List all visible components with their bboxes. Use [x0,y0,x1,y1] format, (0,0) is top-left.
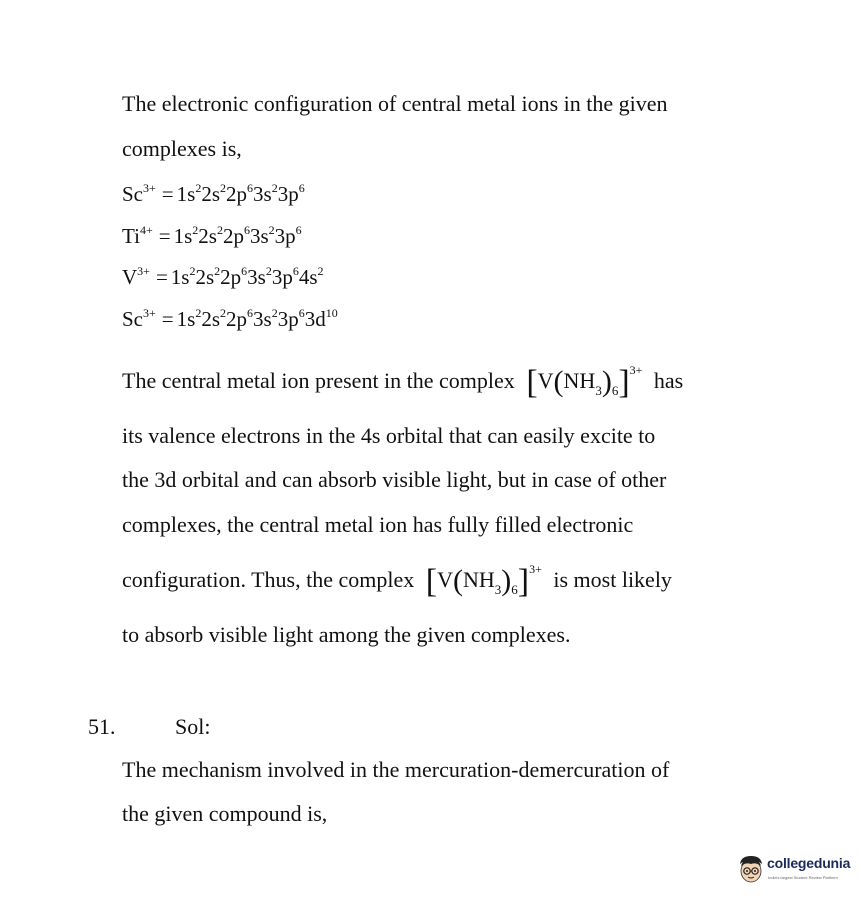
orbital-electrons: 6 [247,181,253,195]
orbital-electrons: 2 [271,306,278,320]
orbital-label: 3s [253,182,272,206]
complex-ligand-sub: 3 [494,582,502,597]
orbital-label: 2p [226,182,247,206]
orbital-electrons: 2 [220,181,226,195]
orbital-label: 3s [253,307,272,331]
complex-charge: 3+ [529,562,542,576]
orbital-electrons: 2 [265,264,272,278]
para-line-5-pre: configuration. Thus, the complex [122,567,415,592]
orbital-label: 2p [220,265,242,289]
para-line-1-pre: The central metal ion present in the complex [122,368,515,393]
complex-ligand: NH [563,368,596,393]
orbital-label: 2p [226,307,247,331]
question-line-1: The mechanism involved in the mercuration-demercuration of [122,757,670,782]
orbital-electrons: 6 [295,223,302,237]
orbital-label: 2p [222,224,244,248]
logo-tagline: India's largest Student Review Platform [768,875,838,880]
para-line-1-post: has [653,368,684,393]
question-line-2: the given compound is, [122,801,328,826]
config-ion-charge: 3+ [143,181,156,195]
orbital-electrons: 6 [298,306,305,320]
orbital-electrons: 2 [268,223,275,237]
complex-metal: V [537,368,554,393]
para-line-5 [122,562,672,600]
config-line [122,306,338,335]
orbital-electrons: 6 [243,223,250,237]
orbital-label: 2s [201,307,220,331]
collegedunia-logo [737,852,855,892]
config-ion: Sc [122,307,143,331]
equals-sign: = [155,265,168,289]
question-number: 51. [88,714,116,739]
complex-formula: $[V(NH_3)_6]^{3+}$ [526,363,643,401]
config-ion-charge: 3+ [137,264,150,278]
config-ion: Sc [122,182,143,206]
intro-line-2: complexes is, [122,136,242,161]
solution-label: Sol: [175,714,211,739]
orbital-electrons: 2 [195,181,202,195]
para-line-2: its valence electrons in the 4s orbital that can easily excite to [122,423,656,448]
complex-count-sub: 6 [511,582,518,597]
complex-ligand: NH [462,567,495,592]
para-line-6: to absorb visible light among the given complexes. [122,622,571,647]
orbital-electrons: 2 [271,181,278,195]
para-line-4: complexes, the central metal ion has fully filled electronic [122,512,634,537]
orbital-label: 3s [247,265,266,289]
config-line [122,181,305,210]
config-line [122,264,324,293]
orbital-electrons: 6 [241,264,248,278]
orbital-label: 3p [274,224,296,248]
orbital-electrons: 2 [216,223,223,237]
complex-charge: 3+ [629,363,643,377]
orbital-label: 3p [277,182,299,206]
orbital-electrons: 6 [292,264,299,278]
complex-count-sub: 6 [611,383,619,398]
equals-sign: = [158,224,171,248]
orbital-electrons: 10 [325,306,338,320]
config-ion: Ti [122,224,140,248]
config-ion-charge: 4+ [139,223,153,237]
orbital-electrons: 6 [247,306,253,320]
intro-line-1: The electronic configuration of central metal ions in the given [122,91,668,116]
orbital-label: 1s [170,265,190,289]
orbital-label: 3p [277,307,299,331]
orbital-label: 3s [249,224,269,248]
orbital-label: 1s [176,182,196,206]
orbital-label: 1s [173,224,193,248]
complex-formula-2: $[V(NH_3)_6]^{3+}$ [425,562,542,600]
complex-metal: V [437,567,453,592]
orbital-label: 2s [201,182,220,206]
orbital-label: 2s [195,265,215,289]
orbital-label: 4s [298,265,318,289]
equals-sign: = [161,182,174,206]
complex-ligand-sub: 3 [595,383,602,398]
para-line-5-post: is most likely [553,567,672,592]
orbital-electrons: 2 [214,264,221,278]
mascot-icon [737,854,765,886]
logo-name: collegedunia [767,855,851,871]
orbital-electrons: 2 [192,223,199,237]
config-ion: V [122,265,138,289]
para-line-1 [122,363,684,401]
orbital-label: 3p [271,265,293,289]
orbital-electrons: 2 [220,306,226,320]
orbital-electrons: 2 [317,264,324,278]
orbital-electrons: 2 [189,264,196,278]
orbital-label: 3d [304,307,326,331]
equals-sign: = [161,307,174,331]
para-line-3: the 3d orbital and can absorb visible light, but in case of other [122,467,667,492]
orbital-electrons: 2 [195,306,202,320]
orbital-label: 2s [198,224,217,248]
orbital-label: 1s [176,307,196,331]
orbital-electrons: 6 [298,181,305,195]
config-line [122,223,302,252]
config-ion-charge: 3+ [143,306,156,320]
